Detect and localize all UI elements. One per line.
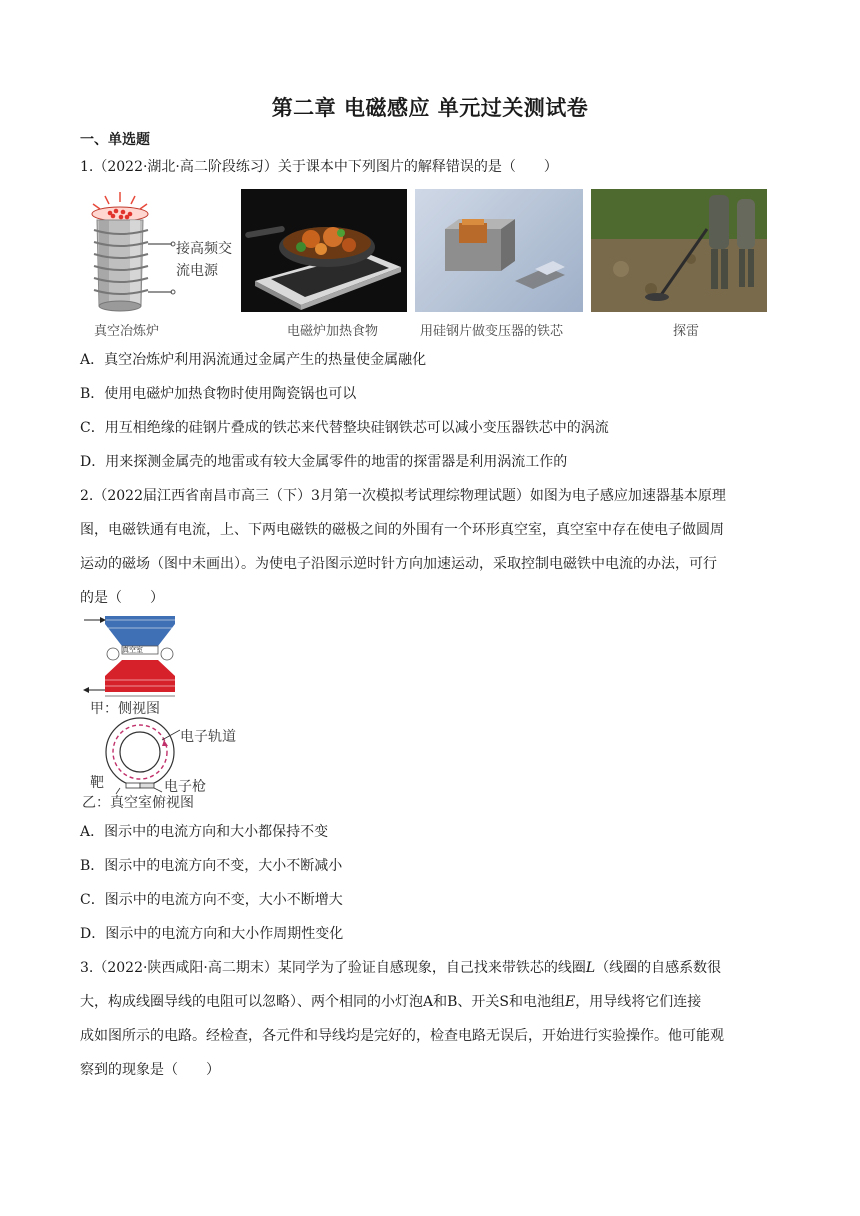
symbol-l: L xyxy=(585,960,596,976)
q1-option-c: C．用互相绝缘的硅钢片叠成的铁芯来代替整块硅钢铁芯可以减小变压器铁芯中的涡流 xyxy=(80,420,609,436)
symbol-e: E xyxy=(565,994,576,1010)
q1-stem: 1.（2022·湖北·高二阶段练习）关于课本中下列图片的解释错误的是（ ） xyxy=(80,159,558,175)
q3-line2-part1: 大，构成线圈导线的电阻可以忽略）、两个相同的小灯泡A和B、开关S和电池组 xyxy=(80,994,565,1010)
induction-cooker-image xyxy=(241,189,407,312)
q2-option-c: C．图示中的电流方向不变，大小不断增大 xyxy=(80,892,343,908)
q1-fig-minesweeper xyxy=(591,189,767,312)
q1-option-a: A．真空冶炼炉利用涡流通过金属产生的热量使金属融化 xyxy=(80,352,427,368)
q2-stem-line1: 2.（2022届江西省南昌市高三（下）3月第一次模拟考试理综物理试题）如图为电子感应加速器基本原理 xyxy=(80,488,726,504)
caption-furnace: 真空冶炼炉 xyxy=(94,324,160,339)
caption-transformer: 用硅钢片做变压器的铁芯 xyxy=(420,324,564,339)
label-electron-gun: 电子枪 xyxy=(164,779,206,795)
transformer-core-image xyxy=(415,189,583,312)
q1-fig-furnace xyxy=(80,188,236,316)
q2-option-a: A．图示中的电流方向和大小都保持不变 xyxy=(80,824,329,840)
q3-stem-line1 xyxy=(80,958,780,978)
q1-fig-cooker xyxy=(241,189,407,312)
q3-stem-line2 xyxy=(80,992,780,1012)
q2-stem-line2: 图，电磁铁通有电流，上、下两电磁铁的磁极之间的外围有一个环形真空室，真空室中存在使电子做圆周 xyxy=(80,522,724,538)
q2-option-b: B．图示中的电流方向不变，大小不断减小 xyxy=(80,858,343,874)
page-title: 第二章 电磁感应 单元过关测试卷 xyxy=(271,96,589,120)
q3-stem-line3: 成如图所示的电路。经检查，各元件和导线均是完好的，检查电路无误后，开始进行实验操作。他可能观 xyxy=(80,1028,724,1044)
furnace-label-line2: 流电源 xyxy=(176,263,218,279)
q2-stem-line4: 的是（ ） xyxy=(80,590,164,606)
q2-figure xyxy=(80,612,260,812)
q1-option-b: B．使用电磁炉加热食物时使用陶瓷锅也可以 xyxy=(80,386,357,402)
q3-line2-part2: ，用导线将它们连接 xyxy=(575,994,702,1010)
furnace-label-line1: 接高频交 xyxy=(176,241,232,257)
q1-option-d: D．用来探测金属壳的地雷或有较大金属零件的地雷的探雷器是利用涡流工作的 xyxy=(80,454,568,470)
label-side-view: 甲：侧视图 xyxy=(90,701,160,717)
q1-fig-transformer xyxy=(415,189,583,312)
label-target: 靶 xyxy=(90,775,104,791)
label-electron-orbit: 电子轨道 xyxy=(180,729,236,745)
caption-cooker: 电磁炉加热食物 xyxy=(287,324,379,339)
q3-line1-part1: 3.（2022·陕西咸阳·高二期末）某同学为了验证自感现象，自己找来带铁芯的线圈 xyxy=(80,960,586,976)
q2-option-d: D．图示中的电流方向和大小作周期性变化 xyxy=(80,926,344,942)
section-heading: 一、单选题 xyxy=(80,132,150,148)
label-top-view: 乙：真空室俯视图 xyxy=(82,795,194,811)
caption-mine: 探雷 xyxy=(673,324,700,339)
q3-stem-line4: 察到的现象是（ ） xyxy=(80,1062,220,1078)
mine-detection-image xyxy=(591,189,767,312)
label-vacuum-chamber: 真空室 xyxy=(122,646,143,654)
q2-stem-line3: 运动的磁场（图中未画出）。为使电子沿图示逆时针方向加速运动，采取控制电磁铁中电流的办法，可行 xyxy=(80,556,717,572)
q3-line1-part2: （线圈的自感系数很 xyxy=(595,960,722,976)
